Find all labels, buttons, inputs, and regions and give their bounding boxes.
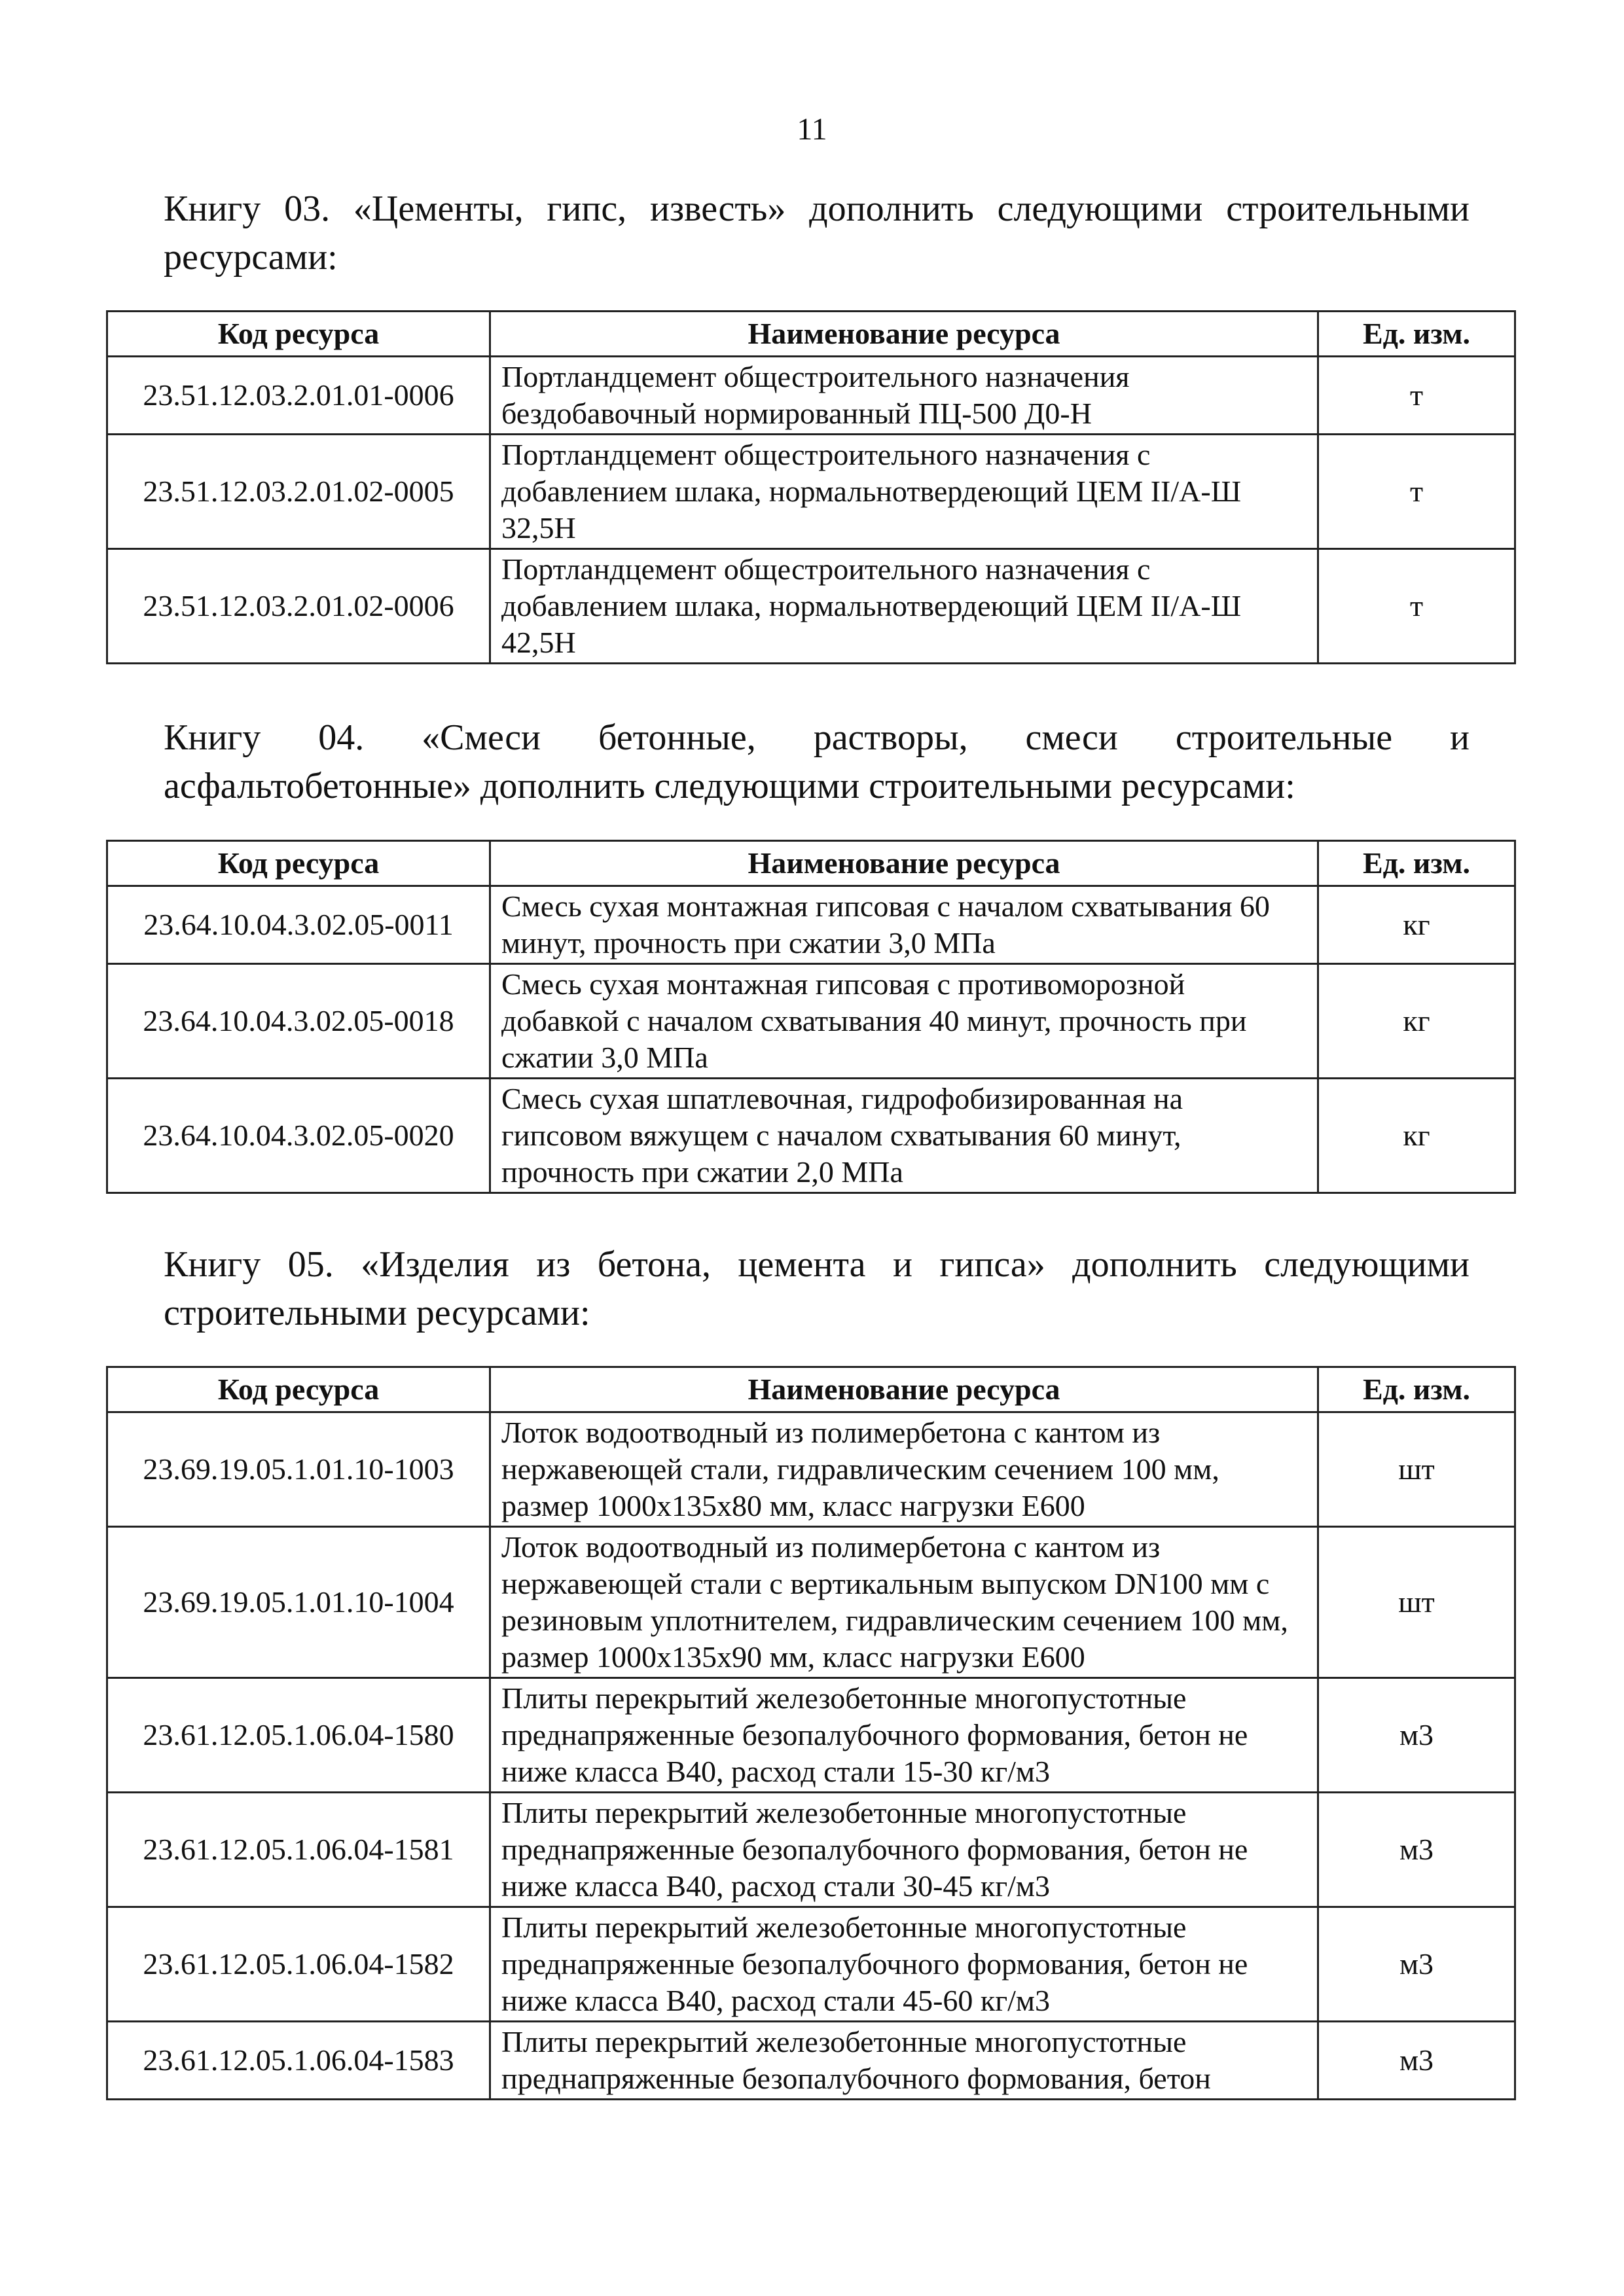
header-code: Код ресурса [107,312,490,357]
table-row [107,886,1515,964]
resource-name: Смесь сухая монтажная гипсовая с началом схватывания 60 минут, прочность при сжатии 3,0 МПа [490,886,1318,964]
table-header-row [107,312,1515,357]
resource-code: 23.61.12.05.1.06.04-1582 [107,1907,490,2022]
table-row [107,549,1515,664]
header-code: Код ресурса [107,841,490,886]
resource-code: 23.51.12.03.2.01.01-0006 [107,357,490,435]
header-unit: Ед. изм. [1318,312,1515,357]
header-name: Наименование ресурса [490,312,1318,357]
table-row [107,1412,1515,1527]
resource-name: Плиты перекрытий железобетонные многопустотные преднапряженные безопалубочного формования, бетон не ниже класса В40, расход стали 30-45 кг/м3 [490,1793,1318,1907]
table-row [107,435,1515,549]
resource-unit: т [1318,357,1515,435]
intro-line: ресурсами: [164,237,338,278]
header-name: Наименование ресурса [490,841,1318,886]
table-row [107,964,1515,1079]
resource-unit: т [1318,549,1515,664]
resource-name: Смесь сухая шпатлевочная, гидрофобизированная на гипсовом вяжущем с началом схватывания 60 минут, прочность при сжатии 2,0 МПа [490,1079,1318,1193]
resource-name: Лоток водоотводный из полимербетона с кантом из нержавеющей стали с вертикальным выпуском DN100 мм с резиновым уплотнителем, гидравлическим сечением 100 мм, размер 1000х135х90 мм, класс нагрузки Е600 [490,1527,1318,1678]
resource-unit: шт [1318,1412,1515,1527]
resource-code: 23.61.12.05.1.06.04-1581 [107,1793,490,1907]
header-name: Наименование ресурса [490,1367,1318,1412]
table-row [107,1527,1515,1678]
resource-unit: м3 [1318,2022,1515,2100]
resource-name: Плиты перекрытий железобетонные многопустотные преднапряженные безопалубочного формования, бетон [490,2022,1318,2100]
resource-code: 23.69.19.05.1.01.10-1003 [107,1412,490,1527]
intro-line: асфальтобетонные» дополнить следующими строительными ресурсами: [164,766,1295,806]
resource-table-book-03 [106,310,1516,664]
resource-unit: кг [1318,964,1515,1079]
resource-code: 23.51.12.03.2.01.02-0006 [107,549,490,664]
table-row [107,1907,1515,2022]
resource-unit: м3 [1318,1793,1515,1907]
intro-line: Книгу 05. «Изделия из бетона, цемента и гипса» дополнить следующими [164,1244,1470,1285]
resource-unit: шт [1318,1527,1515,1678]
resource-name: Смесь сухая монтажная гипсовая с противоморозной добавкой с началом схватывания 40 минут, прочность при сжатии 3,0 МПа [490,964,1318,1079]
page-number: 11 [797,112,827,147]
table-header-row [107,1367,1515,1412]
resource-table-book-04 [106,840,1516,1194]
resource-name: Портландцемент общестроительного назначения бездобавочный нормированный ПЦ-500 Д0-Н [490,357,1318,435]
section-intro-book-04 [164,713,1470,810]
header-unit: Ед. изм. [1318,841,1515,886]
section-intro-book-05 [164,1240,1470,1337]
header-code: Код ресурса [107,1367,490,1412]
resource-name: Портландцемент общестроительного назначения с добавлением шлака, нормальнотвердеющий ЦЕМ II/А-Ш 42,5Н [490,549,1318,664]
resource-unit: м3 [1318,1678,1515,1793]
resource-name: Плиты перекрытий железобетонные многопустотные преднапряженные безопалубочного формования, бетон не ниже класса В40, расход стали 15-30 кг/м3 [490,1678,1318,1793]
resource-code: 23.61.12.05.1.06.04-1583 [107,2022,490,2100]
intro-line: Книгу 04. «Смеси бетонные, растворы, смеси строительные и [164,717,1470,758]
section-intro-book-03 [164,185,1470,281]
resource-unit: т [1318,435,1515,549]
resource-unit: кг [1318,1079,1515,1193]
resource-code: 23.61.12.05.1.06.04-1580 [107,1678,490,1793]
table-row [107,1678,1515,1793]
table-row [107,1793,1515,1907]
intro-line: Книгу 03. «Цементы, гипс, известь» дополнить следующими строительными [164,188,1470,229]
resource-code: 23.64.10.04.3.02.05-0018 [107,964,490,1079]
table-header-row [107,841,1515,886]
intro-line: строительными ресурсами: [164,1293,590,1333]
resource-code: 23.51.12.03.2.01.02-0005 [107,435,490,549]
resource-name: Лоток водоотводный из полимербетона с кантом из нержавеющей стали, гидравлическим сечением 100 мм, размер 1000х135х80 мм, класс нагрузки Е600 [490,1412,1318,1527]
table-row [107,357,1515,435]
header-unit: Ед. изм. [1318,1367,1515,1412]
table-row [107,2022,1515,2100]
resource-unit: м3 [1318,1907,1515,2022]
resource-table-book-05 [106,1366,1516,2100]
resource-name: Плиты перекрытий железобетонные многопустотные преднапряженные безопалубочного формования, бетон не ниже класса В40, расход стали 45-60 кг/м3 [490,1907,1318,2022]
resource-code: 23.64.10.04.3.02.05-0020 [107,1079,490,1193]
resource-code: 23.69.19.05.1.01.10-1004 [107,1527,490,1678]
resource-unit: кг [1318,886,1515,964]
table-row [107,1079,1515,1193]
resource-code: 23.64.10.04.3.02.05-0011 [107,886,490,964]
resource-name: Портландцемент общестроительного назначения с добавлением шлака, нормальнотвердеющий ЦЕМ II/А-Ш 32,5Н [490,435,1318,549]
